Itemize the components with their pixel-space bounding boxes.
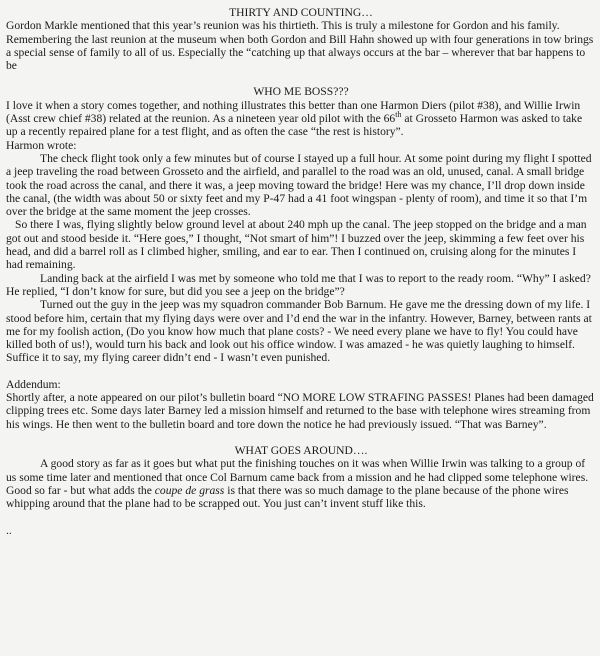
paragraph-willie-irwin [6,457,594,510]
paragraph-landing-back: Landing back at the airfield I was met by someone who told me that I was to report to the ready room. “Why” I asked? He replied, “I don’t know for sure, but did you see a jeep on the bridge”? [6,271,591,298]
willie-irwin-text-continued: is that there was so much damage to the plane because of the phone wires whipping around that the plane had to be scrapped out. You just can’t invent stuff like this. [6,483,569,511]
spacer [6,72,594,85]
trailing-dots: .. [6,524,12,538]
spacer [6,431,594,444]
paragraph-check-flight: The check flight took only a few minutes but of course I stayed up a full hour. At some point during my flight I spotted a jeep traveling the road between Grosseto and the airfield, and parallel to the road was an old, unused, canal. A small bridge took the road across the canal, and there it was, a jeep moving toward the bridge! Here was my chance, I’ll drop down inside the canal, (the width was about 50 or sixty feet and my P-47 had a 41 foot wingspan - plenty of room), and time it so that I’m over the bridge at the same moment the jeep crosses. [6,151,592,219]
harmon-wrote-label: Harmon wrote: [6,138,77,152]
spacer [6,365,594,378]
paragraph-addendum: Shortly after, a note appeared on our pilot’s bulletin board “NO MORE LOW STRAFING PASSES! Planes had been damaged clipping trees etc. Some days later Barney led a mission himself and returned to the base with telephone wires streaming from his wings. He then went to the bulletin board and tore down the notice he had previously issued. “That was Barney”. [6,391,594,431]
intro-text: I love it when a story comes together, and nothing illustrates this better than one Harmon Diers (pilot #38), and Willie Irwin (Asst crew chief #38) related at the reunion. As a nineteen year old pilot with the 66 [6,98,581,126]
intro-text-continued: at Grosseto Harmon was asked to take up a recently repaired plane for a test flight, and as often the case “the rest is history”. [6,112,583,139]
italic-phrase: coupe de grass [154,483,225,497]
addendum-label: Addendum: [6,377,61,391]
section-heading-what-goes-around: WHAT GOES AROUND…. [234,443,368,457]
section-heading-thirty-and-counting: THIRTY AND COUNTING… [229,6,373,19]
page-bottom-edge [0,652,600,656]
ordinal-suffix: th [395,110,402,120]
section-heading-who-me-boss: WHO ME BOSS??? [253,85,349,99]
paragraph-squadron-commander: Turned out the guy in the jeep was my squadron commander Bob Barnum. He gave me the dressing down of my life. I stood before him, certain that my flying days were over and I’d end the war in the infantry. However, Barney, between rants at me for my foolish action, (Do you know how much that plane costs? - We need every plane we have to fly! You could have killed both of us!), would turn his back and look out his office window. I was amazed - he was quietly laughing to himself. Suffice it to say, my flying career didn’t end - I wasn’t even punished. [6,298,592,365]
willie-irwin-text: A good story as far as it goes but what put the finishing touches on it was when Willie Irwin was talking to a group of us some time later and mentioned that once Col Barnum came back from a mission and he had clipped some telephone wires. Good so far - but what adds the [6,457,589,497]
paragraph-below-ground-level: So there I was, flying slightly below ground level at about 240 mph up the canal. The jeep stopped on the bridge and a man got out and stood beside it. “Here goes,” I thought, “Not smart of him”! I buzzed over the jeep, skimming a few feet over his head, and did a barrel roll as I climbed higher, smiling, and ear to ear. Then I continued on, cruising along for the minutes I had remaining. [6,218,587,272]
paragraph-intro-harmon-diers [6,99,594,139]
paragraph-gordon-markle: Gordon Markle mentioned that this year’s reunion was his thirtieth. This is truly a milestone for Gordon and his family. Remembering the last reunion at the museum when both Gordon and Bill Hahn showed up with four generations in tow brings a special sense of family to all of us. Especially the “catching up that always occurs at the bar – wherever that bar happens to be [6,19,594,73]
